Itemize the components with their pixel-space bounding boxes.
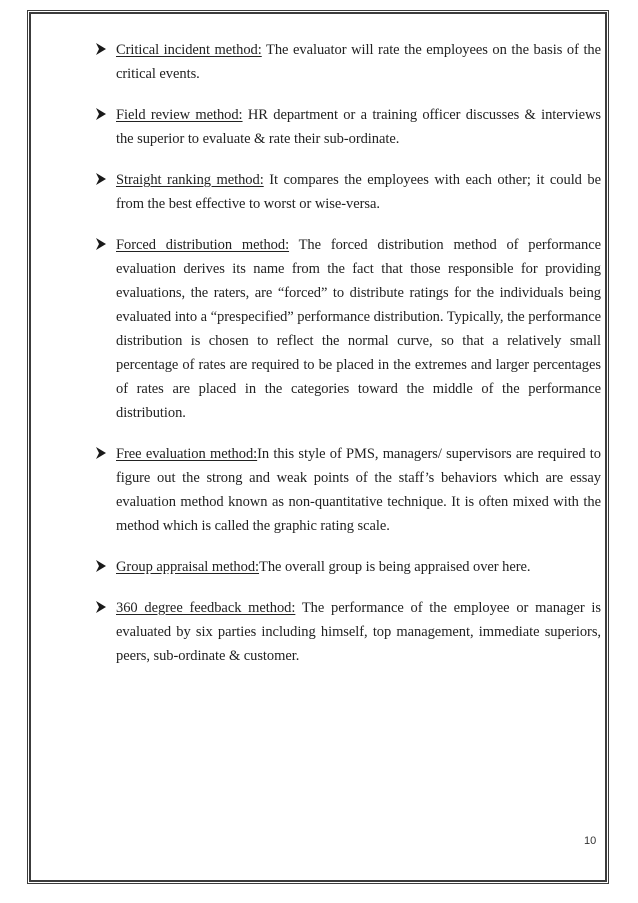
arrow-bullet-icon: [95, 559, 107, 573]
document-body: [95, 38, 601, 685]
arrow-bullet-icon: [95, 107, 107, 121]
list-item-text: [116, 596, 601, 668]
method-description: It compares the employees with each other; it could be from the best effective to worst or wise-versa.: [116, 172, 601, 212]
page-number: 10: [584, 835, 597, 847]
list-item-text: [116, 38, 601, 86]
list-item-text: [116, 233, 601, 425]
method-term: Forced distribution method:: [116, 237, 290, 253]
method-term: Free evaluation method:: [116, 446, 258, 462]
list-item: [95, 103, 601, 151]
arrow-bullet-icon: [95, 446, 107, 460]
list-item-text: [116, 103, 601, 151]
list-item: [95, 596, 601, 668]
list-item: [95, 38, 601, 86]
method-description: The overall group is being appraised over here.: [259, 559, 531, 575]
arrow-bullet-icon: [95, 600, 107, 614]
method-term: Group appraisal method:: [116, 559, 260, 575]
method-description: HR department or a training officer discusses & interviews the superior to evaluate & rate their sub-ordinate.: [116, 107, 602, 147]
method-description: The performance of the employee or manager is evaluated by six parties including himself, top management, immediate superiors, peers, sub-ordinate & customer.: [116, 600, 602, 664]
list-item: [95, 555, 601, 579]
list-item: [95, 233, 601, 425]
method-description: The forced distribution method of performance evaluation derives its name from the fact that those responsible for providing evaluations, the raters, are “forced” to distribute ratings for the individuals being evaluated into a “prespecified” performance distribution. Typically, the performance distribution is chosen to reflect the normal curve, so that a relatively small percentage of rates are required to be placed in the extremes and larger percentages of rates are placed in the categories toward the middle of the performance distribution.: [116, 237, 601, 421]
arrow-bullet-icon: [95, 42, 107, 56]
arrow-bullet-icon: [95, 237, 107, 251]
method-term: 360 degree feedback method:: [116, 600, 296, 616]
method-description: In this style of PMS, managers/ supervisors are required to figure out the strong and weak points of the staff’s behaviors which are essay evaluation method known as non-quantitative technique. It is often mixed with the method which is called the graphic rating scale.: [116, 446, 601, 534]
list-item: [95, 442, 601, 538]
method-term: Straight ranking method:: [116, 172, 264, 188]
method-term: Critical incident method:: [116, 42, 262, 58]
method-description: The evaluator will rate the employees on the basis of the critical events.: [116, 42, 602, 82]
list-item-text: [116, 442, 601, 538]
arrow-bullet-icon: [95, 172, 107, 186]
list-item: [95, 168, 601, 216]
list-item-text: [116, 555, 601, 579]
method-term: Field review method:: [116, 107, 243, 123]
list-item-text: [116, 168, 601, 216]
